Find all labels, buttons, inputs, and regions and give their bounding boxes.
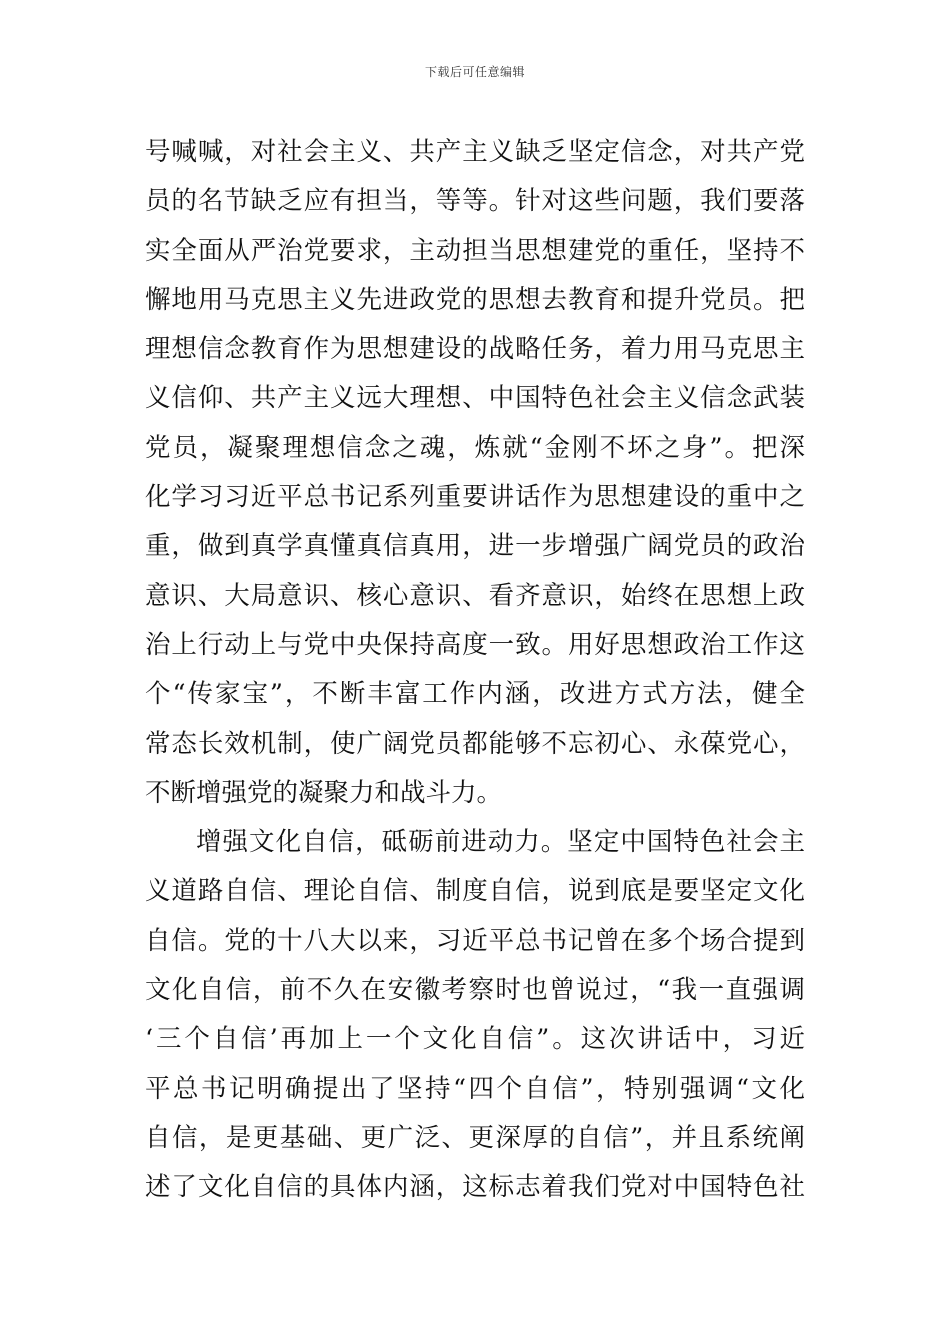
text-line: 自信。党的十八大以来，习近平总书记曾在多个场合提到	[145, 925, 805, 956]
text-line: 不断增强党的凝聚力和战斗力。	[145, 777, 503, 808]
text-line: 义道路自信、理论自信、制度自信，说到底是要坚定文化	[145, 876, 805, 907]
text-line: 常态长效机制，使广阔党员都能够不忘初心、永葆党心，	[145, 728, 805, 759]
text-line: 平总书记明确提出了坚持“四个自信”，特别强调“文化	[145, 1073, 805, 1104]
text-line: 义信仰、共产主义远大理想、中国特色社会主义信念武装	[145, 383, 805, 414]
text-line: 个“传家宝”，不断丰富工作内涵，改进方式方法，健全	[145, 679, 805, 710]
text-line: 号喊喊，对社会主义、共产主义缺乏坚定信念，对共产党	[145, 137, 805, 167]
text-line: 重，做到真学真懂真信真用，进一步增强广阔党员的政治	[145, 531, 805, 562]
text-line: 理想信念教育作为思想建设的战略任务，着力用马克思主	[145, 334, 805, 365]
body-text	[145, 128, 805, 1213]
header-note: 下载后可任意编辑	[424, 65, 525, 79]
text-line: 自信，是更基础、更广泛、更深厚的自信”，并且系统阐	[145, 1122, 805, 1153]
text-line: 述了文化自信的具体内涵，这标志着我们党对中国特色社	[145, 1172, 805, 1203]
text-line: 党员，凝聚理想信念之魂，炼就“金刚不坏之身”。把深	[145, 432, 805, 463]
text-line: 治上行动上与党中央保持高度一致。用好思想政治工作这	[145, 629, 805, 660]
text-line: 意识、大局意识、核心意识、看齐意识，始终在思想上政	[145, 580, 805, 611]
text-line: 实全面从严治党要求，主动担当思想建党的重任，坚持不	[145, 235, 805, 266]
paragraph	[145, 818, 805, 1212]
text-line: 增强文化自信，砥砺前进动力。坚定中国特色社会主	[196, 827, 805, 858]
text-line: 懈地用马克思主义先进政党的思想去教育和提升党员。把	[145, 284, 805, 315]
text-line: ‘三个自信’再加上一个文化自信”。这次讲话中，习近	[145, 1024, 805, 1055]
text-line: 文化自信，前不久在安徽考察时也曾说过，“我一直强调	[145, 975, 805, 1006]
text-line: 员的名节缺乏应有担当，等等。针对这些问题，我们要落	[145, 186, 805, 217]
text-line: 化学习习近平总书记系列重要讲话作为思想建设的重中之	[145, 482, 805, 513]
paragraph	[145, 128, 805, 818]
